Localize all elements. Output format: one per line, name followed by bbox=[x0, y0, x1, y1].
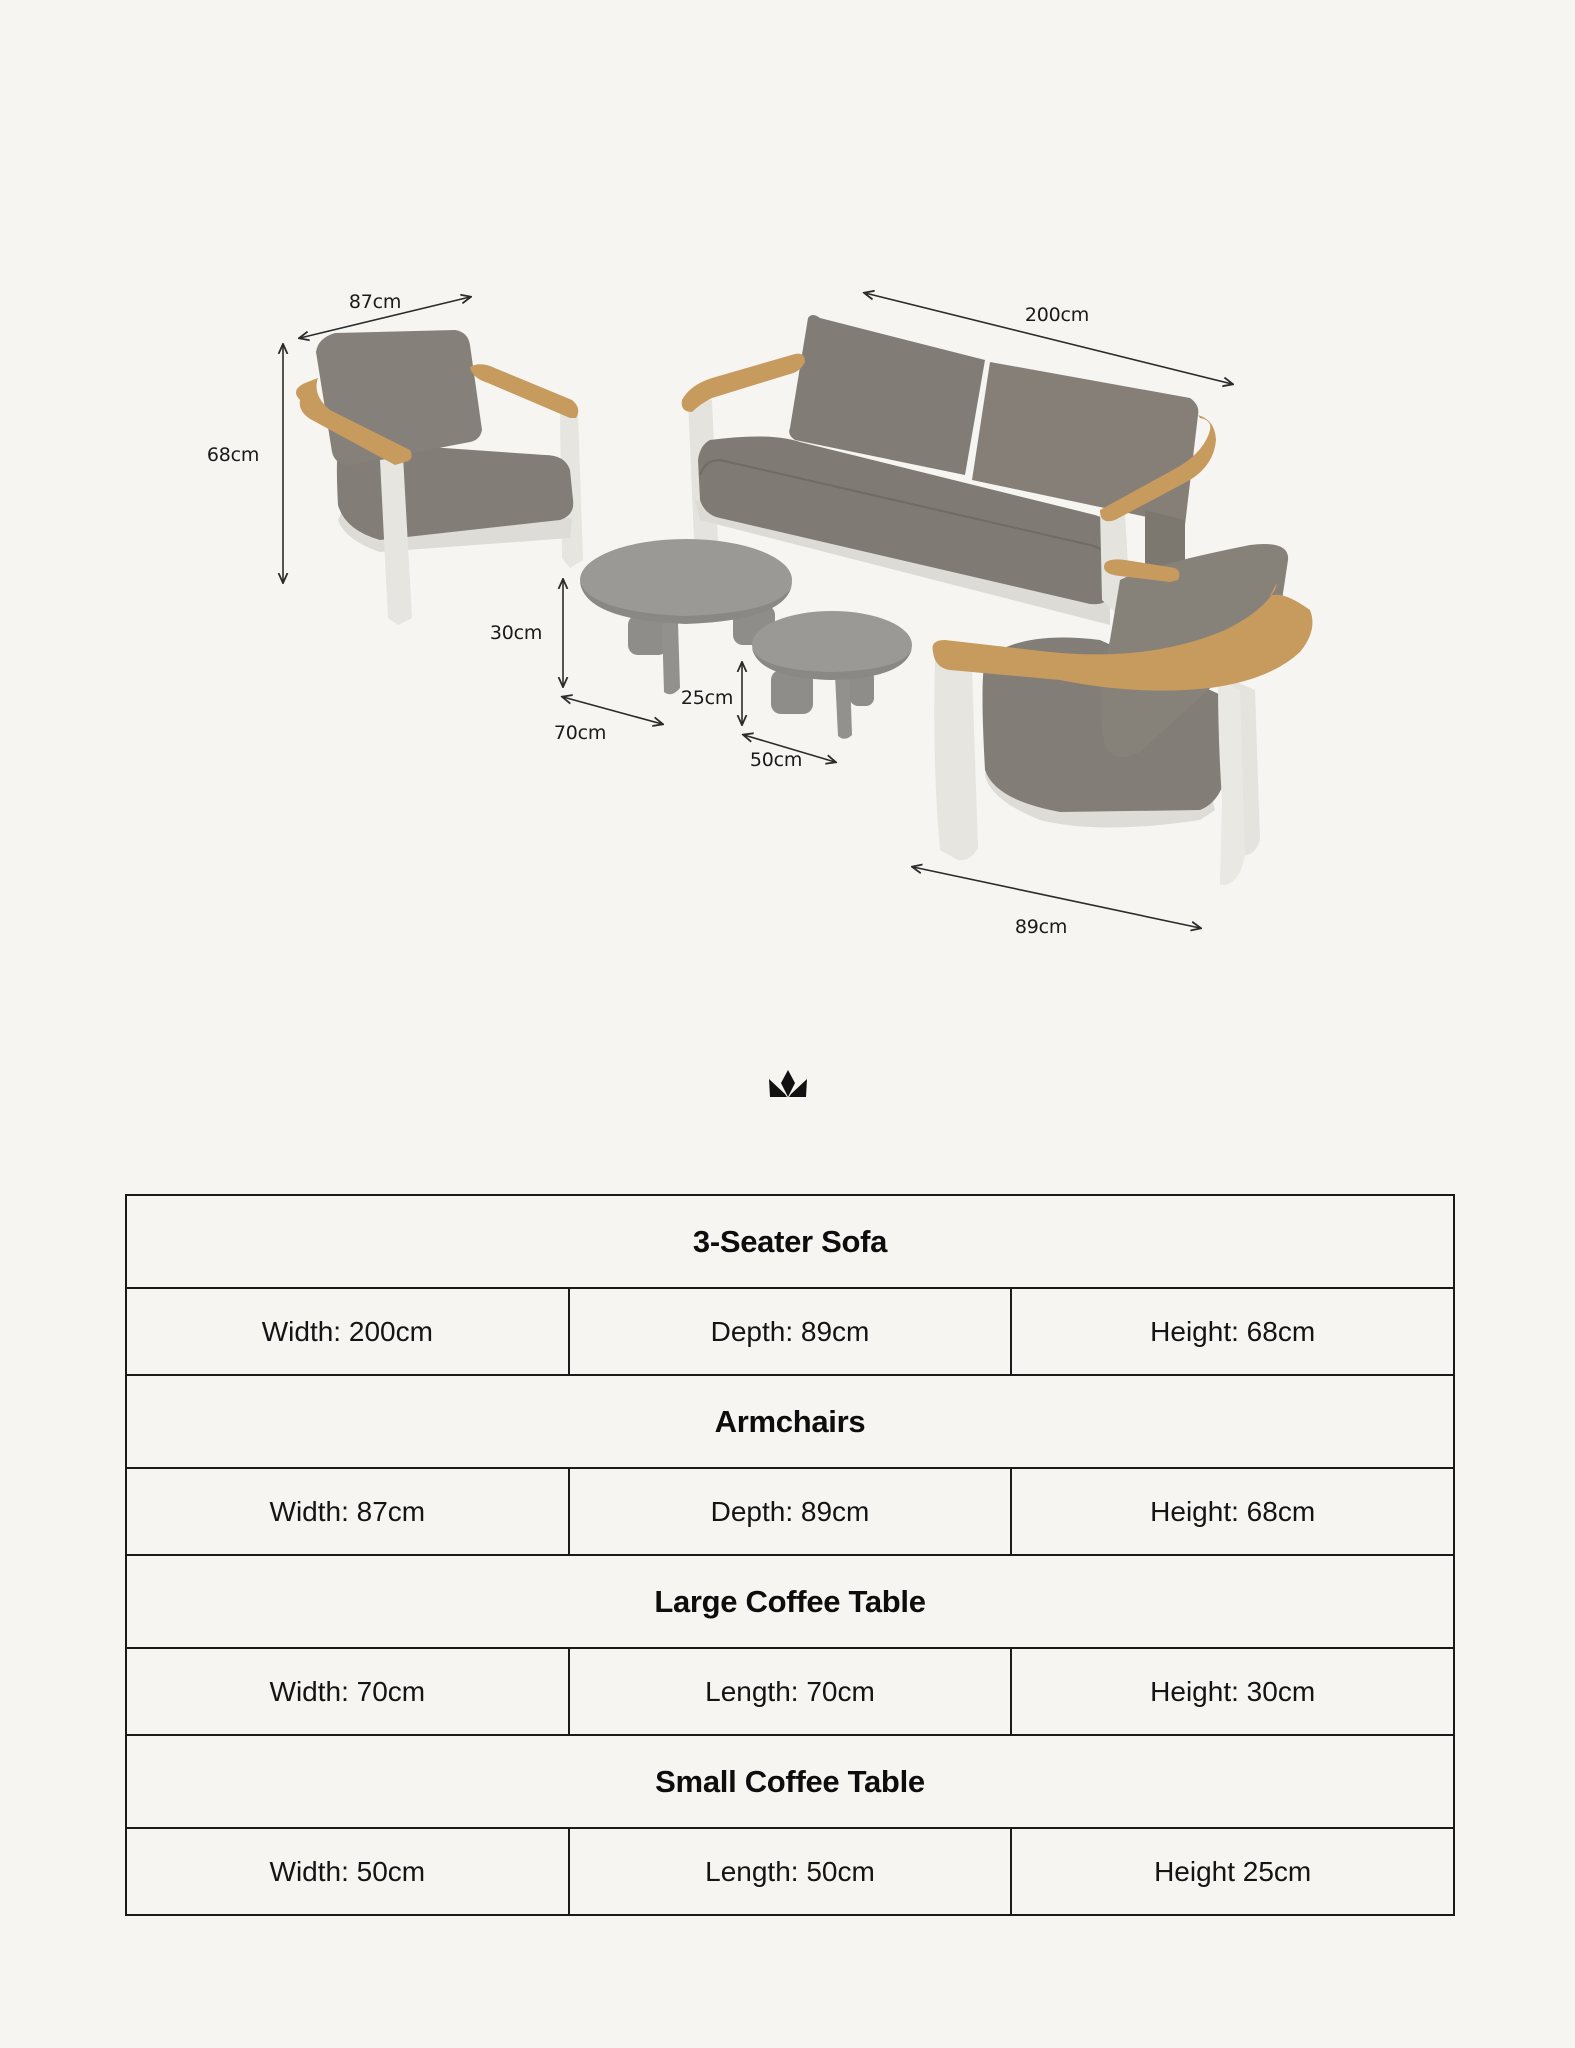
height-cell: Height: 30cm bbox=[1011, 1648, 1454, 1735]
table-row bbox=[126, 1468, 1454, 1555]
section-header-armchairs bbox=[126, 1375, 1454, 1468]
section-header-small-coffee-table bbox=[126, 1735, 1454, 1828]
large-coffee-table-drawing bbox=[580, 539, 792, 694]
width-cell: Width: 70cm bbox=[126, 1648, 569, 1735]
small-coffee-table-drawing bbox=[752, 611, 912, 739]
large-table-width-label: 70cm bbox=[553, 722, 607, 744]
large-table-height-label: 30cm bbox=[489, 622, 543, 644]
length-cell: Length: 70cm bbox=[569, 1648, 1012, 1735]
sofa-width-label: 200cm bbox=[1024, 304, 1090, 326]
depth-cell: Depth: 89cm bbox=[569, 1288, 1012, 1375]
crown-lotus-icon bbox=[768, 1068, 808, 1100]
large-table-width-arrow bbox=[563, 697, 662, 724]
table-row bbox=[126, 1648, 1454, 1735]
width-cell: Width: 87cm bbox=[126, 1468, 569, 1555]
table-row bbox=[126, 1288, 1454, 1375]
height-cell: Height 25cm bbox=[1011, 1828, 1454, 1915]
armchair-depth-label: 89cm bbox=[1014, 916, 1068, 938]
armchair-left-drawing bbox=[296, 330, 583, 625]
armchair-width-label: 87cm bbox=[348, 291, 402, 313]
section-title: Large Coffee Table bbox=[126, 1555, 1454, 1648]
width-cell: Width: 50cm bbox=[126, 1828, 569, 1915]
armchair-height-label: 68cm bbox=[206, 444, 260, 466]
section-title: Small Coffee Table bbox=[126, 1735, 1454, 1828]
length-cell: Length: 50cm bbox=[569, 1828, 1012, 1915]
dimensions-spec-table bbox=[125, 1194, 1455, 1916]
section-title: 3-Seater Sofa bbox=[126, 1195, 1454, 1288]
furniture-dimension-illustration bbox=[0, 0, 1575, 1000]
height-cell: Height: 68cm bbox=[1011, 1288, 1454, 1375]
small-table-height-label: 25cm bbox=[680, 687, 734, 709]
section-header-large-coffee-table bbox=[126, 1555, 1454, 1648]
section-title: Armchairs bbox=[126, 1375, 1454, 1468]
small-table-width-label: 50cm bbox=[749, 749, 803, 771]
table-row bbox=[126, 1828, 1454, 1915]
armchair-right-drawing bbox=[933, 544, 1313, 885]
height-cell: Height: 68cm bbox=[1011, 1468, 1454, 1555]
width-cell: Width: 200cm bbox=[126, 1288, 569, 1375]
furniture-drawing bbox=[0, 0, 1575, 1000]
depth-cell: Depth: 89cm bbox=[569, 1468, 1012, 1555]
section-header-sofa bbox=[126, 1195, 1454, 1288]
